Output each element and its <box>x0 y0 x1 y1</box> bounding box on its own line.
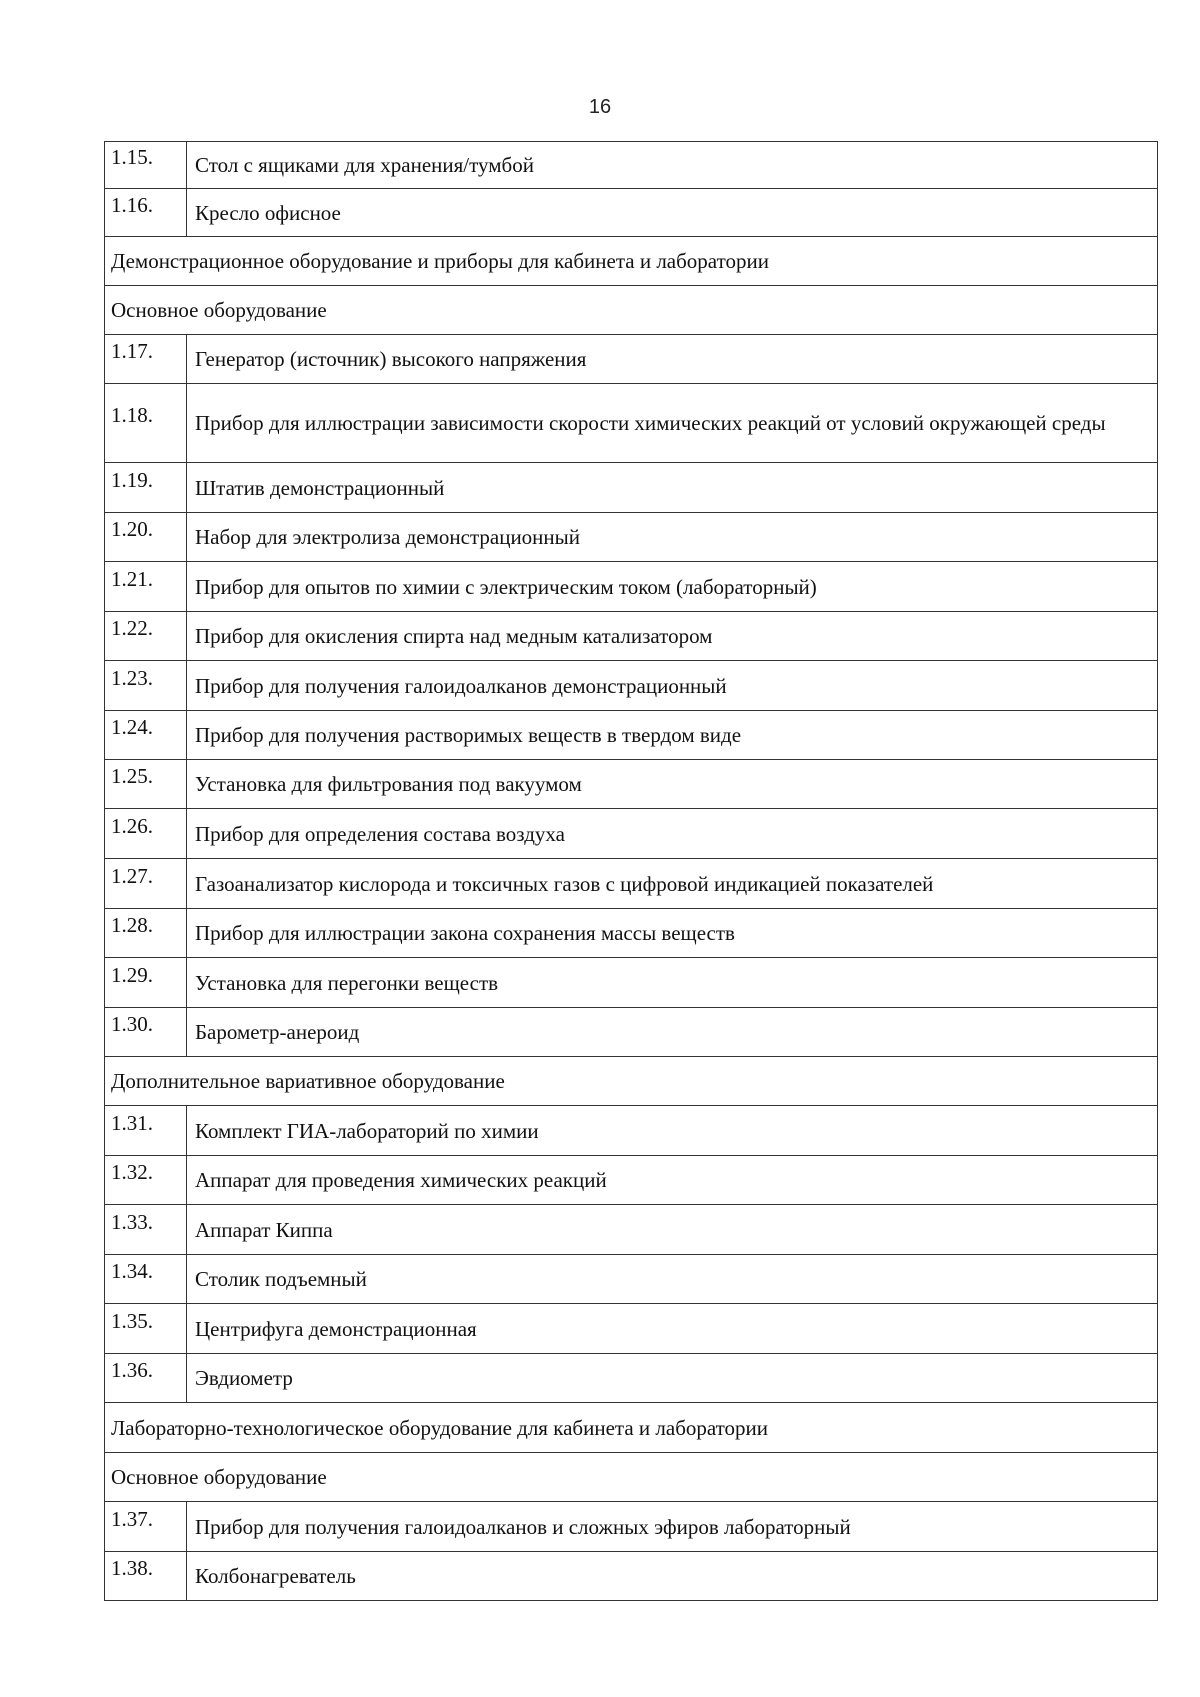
item-number: 1.18. <box>111 403 153 427</box>
item-number-cell <box>105 189 187 237</box>
item-name: Стол с ящиками для хранения/тумбой <box>187 142 1158 189</box>
item-name: Прибор для получения галоидоалканов демонстрационный <box>187 661 1158 711</box>
item-number: 1.37. <box>111 1506 153 1531</box>
item-name: Прибор для получения галоидоалканов и сложных эфиров лабораторный <box>187 1502 1158 1552</box>
item-number: 1.38. <box>111 1556 153 1580</box>
item-name: Набор для электролиза демонстрационный <box>187 513 1158 562</box>
table-row <box>105 1304 1158 1354</box>
item-number-cell <box>105 1205 187 1255</box>
item-number: 1.20. <box>111 517 153 541</box>
item-name: Эвдиометр <box>187 1354 1158 1403</box>
item-name: Штатив демонстрационный <box>187 463 1158 513</box>
item-number: 1.27. <box>111 863 153 888</box>
item-number-cell <box>105 1156 187 1205</box>
section-header-row <box>105 1453 1158 1502</box>
item-number-cell <box>105 513 187 562</box>
item-number-cell <box>105 562 187 612</box>
item-number: 1.36. <box>111 1358 153 1382</box>
item-number: 1.34. <box>111 1259 153 1283</box>
item-number-cell <box>105 809 187 859</box>
item-number: 1.15. <box>111 145 153 169</box>
section-header-row <box>105 1057 1158 1106</box>
table-row <box>105 1502 1158 1552</box>
item-number: 1.16. <box>111 192 153 217</box>
item-number: 1.35. <box>111 1308 153 1333</box>
table-row <box>105 958 1158 1008</box>
item-name: Установка для перегонки веществ <box>187 958 1158 1008</box>
item-name: Прибор для иллюстрации зависимости скорости химических реакций от условий окружающей среды <box>187 384 1158 463</box>
table-row <box>105 909 1158 958</box>
item-number: 1.19. <box>111 467 153 492</box>
section-title: Демонстрационное оборудование и приборы для кабинета и лаборатории <box>105 237 1158 286</box>
item-number: 1.22. <box>111 616 153 640</box>
section-header-row <box>105 1403 1158 1453</box>
table-row <box>105 1354 1158 1403</box>
table-row <box>105 760 1158 809</box>
item-name: Прибор для определения состава воздуха <box>187 809 1158 859</box>
table-row <box>105 612 1158 661</box>
item-number: 1.21. <box>111 566 153 591</box>
table-row <box>105 661 1158 711</box>
item-number-cell <box>105 1304 187 1354</box>
item-name: Прибор для окисления спирта над медным катализатором <box>187 612 1158 661</box>
table-row <box>105 142 1158 189</box>
section-header-row <box>105 237 1158 286</box>
section-title: Лабораторно-технологическое оборудование для кабинета и лаборатории <box>105 1403 1158 1453</box>
item-name: Аппарат для проведения химических реакций <box>187 1156 1158 1205</box>
item-name: Прибор для иллюстрации закона сохранения массы веществ <box>187 909 1158 958</box>
item-number-cell <box>105 1255 187 1304</box>
item-number-cell <box>105 1008 187 1057</box>
item-number-cell <box>105 1552 187 1601</box>
item-number: 1.33. <box>111 1209 153 1234</box>
item-number: 1.25. <box>111 764 153 788</box>
table-row <box>105 711 1158 760</box>
table-row <box>105 513 1158 562</box>
table-row <box>105 809 1158 859</box>
section-title: Основное оборудование <box>105 286 1158 335</box>
table-row <box>105 562 1158 612</box>
table-row <box>105 384 1158 463</box>
item-number-cell <box>105 711 187 760</box>
item-name: Генератор (источник) высокого напряжения <box>187 335 1158 384</box>
table-row <box>105 1156 1158 1205</box>
item-name: Кресло офисное <box>187 189 1158 237</box>
item-number: 1.28. <box>111 913 153 937</box>
section-header-row <box>105 286 1158 335</box>
table-row <box>105 1255 1158 1304</box>
item-number: 1.17. <box>111 339 153 363</box>
page-number: 16 <box>588 96 612 118</box>
item-name: Прибор для опытов по химии с электрическим током (лабораторный) <box>187 562 1158 612</box>
item-number-cell <box>105 1502 187 1552</box>
item-number-cell <box>105 1354 187 1403</box>
item-name: Установка для фильтрования под вакуумом <box>187 760 1158 809</box>
item-number-cell <box>105 335 187 384</box>
table-row <box>105 1106 1158 1156</box>
item-number: 1.23. <box>111 665 153 690</box>
item-name: Прибор для получения растворимых веществ в твердом виде <box>187 711 1158 760</box>
item-number: 1.29. <box>111 962 153 987</box>
table-row <box>105 189 1158 237</box>
item-number-cell <box>105 384 187 463</box>
table-row <box>105 1552 1158 1601</box>
item-name: Барометр-анероид <box>187 1008 1158 1057</box>
item-number-cell <box>105 760 187 809</box>
item-name: Аппарат Киппа <box>187 1205 1158 1255</box>
equipment-table-body <box>105 142 1158 1601</box>
item-number: 1.31. <box>111 1110 153 1135</box>
section-title: Основное оборудование <box>105 1453 1158 1502</box>
item-number-cell <box>105 142 187 189</box>
item-number-cell <box>105 1106 187 1156</box>
item-number: 1.32. <box>111 1160 153 1184</box>
item-number: 1.30. <box>111 1012 153 1036</box>
table-row <box>105 859 1158 909</box>
item-name: Колбонагреватель <box>187 1552 1158 1601</box>
item-number: 1.24. <box>111 715 153 739</box>
item-number: 1.26. <box>111 813 153 838</box>
item-number-cell <box>105 909 187 958</box>
item-name: Центрифуга демонстрационная <box>187 1304 1158 1354</box>
item-number-cell <box>105 958 187 1008</box>
item-name: Газоанализатор кислорода и токсичных газов с цифровой индикацией показателей <box>187 859 1158 909</box>
item-name: Столик подъемный <box>187 1255 1158 1304</box>
item-number-cell <box>105 612 187 661</box>
table-row <box>105 1008 1158 1057</box>
section-title: Дополнительное вариативное оборудование <box>105 1057 1158 1106</box>
table-row <box>105 335 1158 384</box>
item-number-cell <box>105 661 187 711</box>
item-number-cell <box>105 463 187 513</box>
table-row <box>105 1205 1158 1255</box>
item-number-cell <box>105 859 187 909</box>
equipment-table <box>104 141 1158 1601</box>
item-name: Комплект ГИА-лабораторий по химии <box>187 1106 1158 1156</box>
table-row <box>105 463 1158 513</box>
